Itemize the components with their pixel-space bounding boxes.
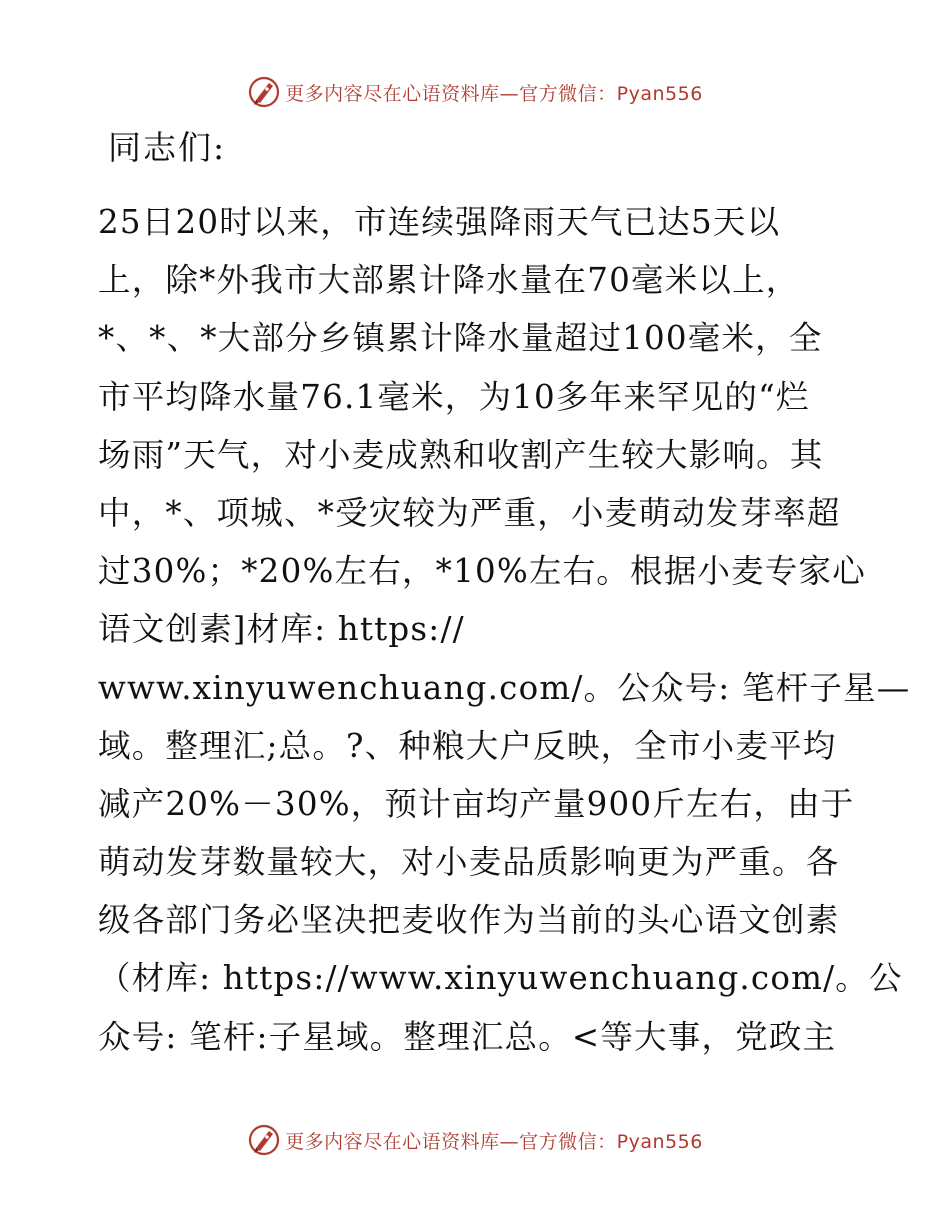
body-line: 场雨”天气，对小麦成熟和收割产生较大影响。其 [98, 435, 824, 474]
footer-banner-content [247, 1123, 703, 1157]
body-line: *、*、*大部分乡镇累计降水量超过100毫米，全 [98, 319, 823, 358]
body-line: 减产20%－30%，预计亩均产量900斤左右，由于 [98, 784, 855, 823]
body-line: 市平均降水量76.1毫米，为10多年来罕见的“烂 [98, 377, 810, 416]
body-line: 中，*、项城、*受灾较为严重，小麦萌动发芽率超 [98, 493, 841, 532]
body-line: 语文创素]材库: https:// [98, 610, 465, 649]
body-line: 上，除*外我市大部累计降水量在70毫米以上， [98, 261, 800, 300]
body-line: 域。整理汇;总。?、种粮大户反映，全市小麦平均 [98, 726, 837, 765]
body-line: 众号: 笔杆:子星域。整理汇总。<等大事，党政主 [98, 1017, 837, 1056]
footer-banner-text: 更多内容尽在心语资料库—官方微信：Pyan556 [285, 1130, 703, 1153]
header-banner-content [247, 75, 703, 109]
body-line: 级各部门务必坚决把麦收作为当前的头心语文创素 [98, 901, 840, 940]
header-banner-text: 更多内容尽在心语资料库—官方微信：Pyan556 [285, 82, 703, 105]
body-line: （材库: https://www.xinyuwenchuang.com/。公 [98, 959, 903, 998]
salutation: 同志们: [108, 128, 227, 167]
body-line: 过30%；*20%左右，*10%左右。根据小麦专家心 [98, 552, 866, 591]
body-line: 萌动发芽数量较大，对小麦品质影响更为严重。各 [98, 843, 840, 882]
footer-banner [0, 1120, 950, 1160]
body-text [98, 200, 911, 1073]
body-line: www.xinyuwenchuang.com/。公众号: 笔杆子星— [98, 668, 911, 707]
body-line: 25日20时以来，市连续强降雨天气已达5天以 [98, 203, 781, 241]
pen-logo-icon [247, 75, 281, 109]
pen-logo-icon [247, 1123, 281, 1157]
header-banner [0, 72, 950, 112]
